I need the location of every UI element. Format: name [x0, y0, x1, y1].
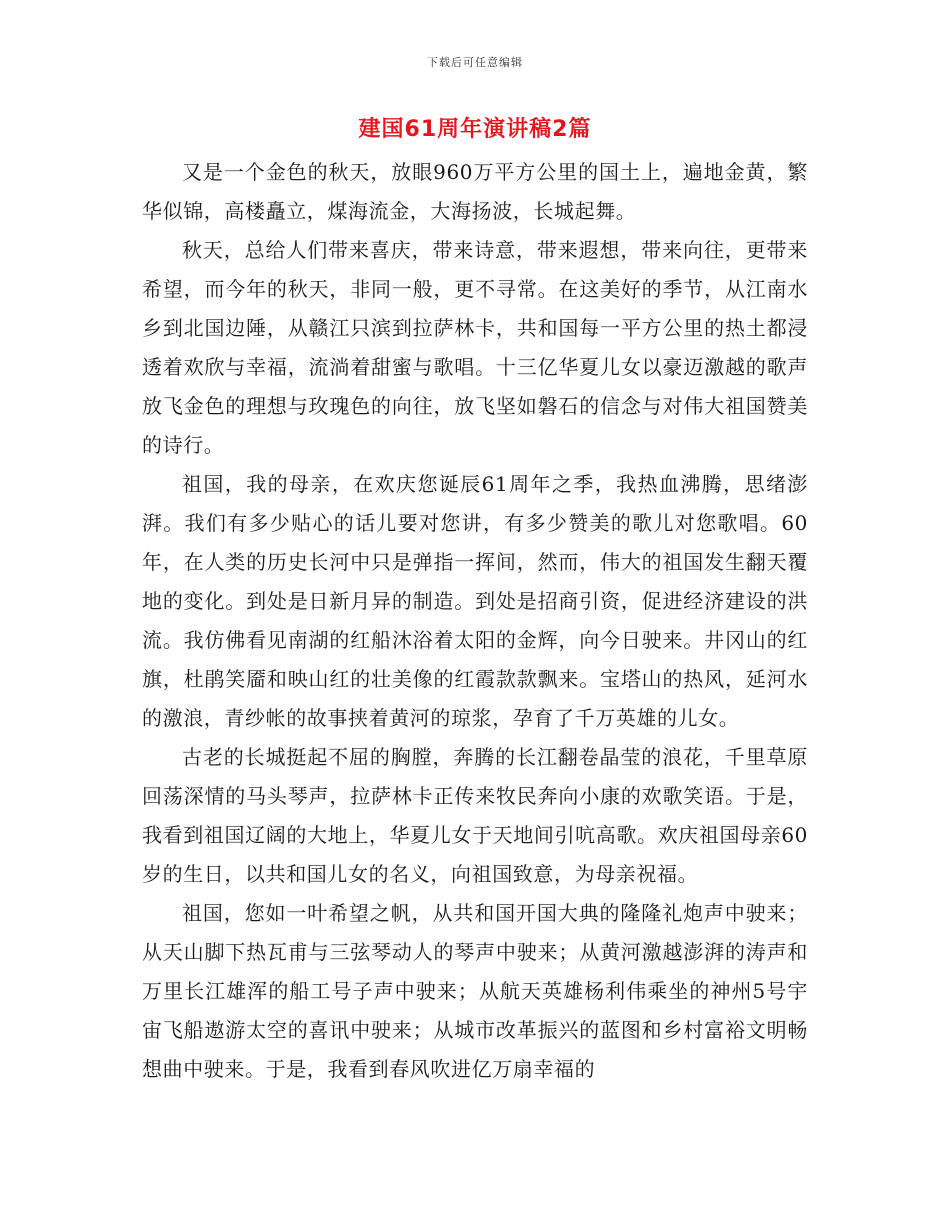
- document-body: [142, 153, 808, 1089]
- paragraph: 古老的长城挺起不屈的胸膛，奔腾的长江翻卷晶莹的浪花，千里草原回荡深情的马头琴声，拉萨林卡正传来牧民奔向小康的欢歌笑语。于是，我看到祖国辽阔的大地上，华夏儿女于天地间引吭高歌。欢庆祖国母亲60岁的生日，以共和国儿女的名义，向祖国致意，为母亲祝福。: [142, 745, 808, 886]
- header-note: 下载后可任意编辑: [427, 56, 523, 69]
- paragraph: 祖国，我的母亲，在欢庆您诞辰61周年之季，我热血沸腾，思绪澎湃。我们有多少贴心的话儿要对您讲，有多少赞美的歌儿对您歌唱。60年，在人类的历史长河中只是弹指一挥间，然而，伟大的祖国发生翻天覆地的变化。到处是日新月异的制造。到处是招商引资，促进经济建设的洪流。我仿佛看见南湖的红船沐浴着太阳的金辉，向今日驶来。井冈山的红旗，杜鹃笑靥和映山红的壮美像的红霞款款飘来。宝塔山的热风，延河水的激浪，青纱帐的故事挟着黄河的琼浆，孕育了千万英雄的儿女。: [142, 472, 808, 730]
- paragraph: 秋天，总给人们带来喜庆，带来诗意，带来遐想，带来向往，更带来希望，而今年的秋天，非同一般，更不寻常。在这美好的季节，从江南水乡到北国边陲，从赣江只滨到拉萨林卡，共和国每一平方公里的热土都浸透着欢欣与幸福，流淌着甜蜜与歌唱。十三亿华夏儿女以豪迈激越的歌声放飞金色的理想与玫瑰色的向往，放飞坚如磐石的信念与对伟大祖国赞美的诗行。: [142, 238, 808, 457]
- document-title: 建国61周年演讲稿2篇: [358, 117, 592, 142]
- paragraph: 又是一个金色的秋天，放眼960万平方公里的国土上，遍地金黄，繁华似锦，高楼矗立，煤海流金，大海扬波，长城起舞。: [142, 160, 808, 223]
- paragraph: 祖国，您如一叶希望之帆，从共和国开国大典的隆隆礼炮声中驶来；从天山脚下热瓦甫与三弦琴动人的琴声中驶来；从黄河激越澎湃的涛声和万里长江雄浑的船工号子声中驶来；从航天英雄杨利伟乘坐的神州5号宇宙飞船遨游太空的喜讯中驶来；从城市改革振兴的蓝图和乡村富裕文明畅想曲中驶来。于是，我看到春风吹进亿万扇幸福的: [142, 901, 808, 1081]
